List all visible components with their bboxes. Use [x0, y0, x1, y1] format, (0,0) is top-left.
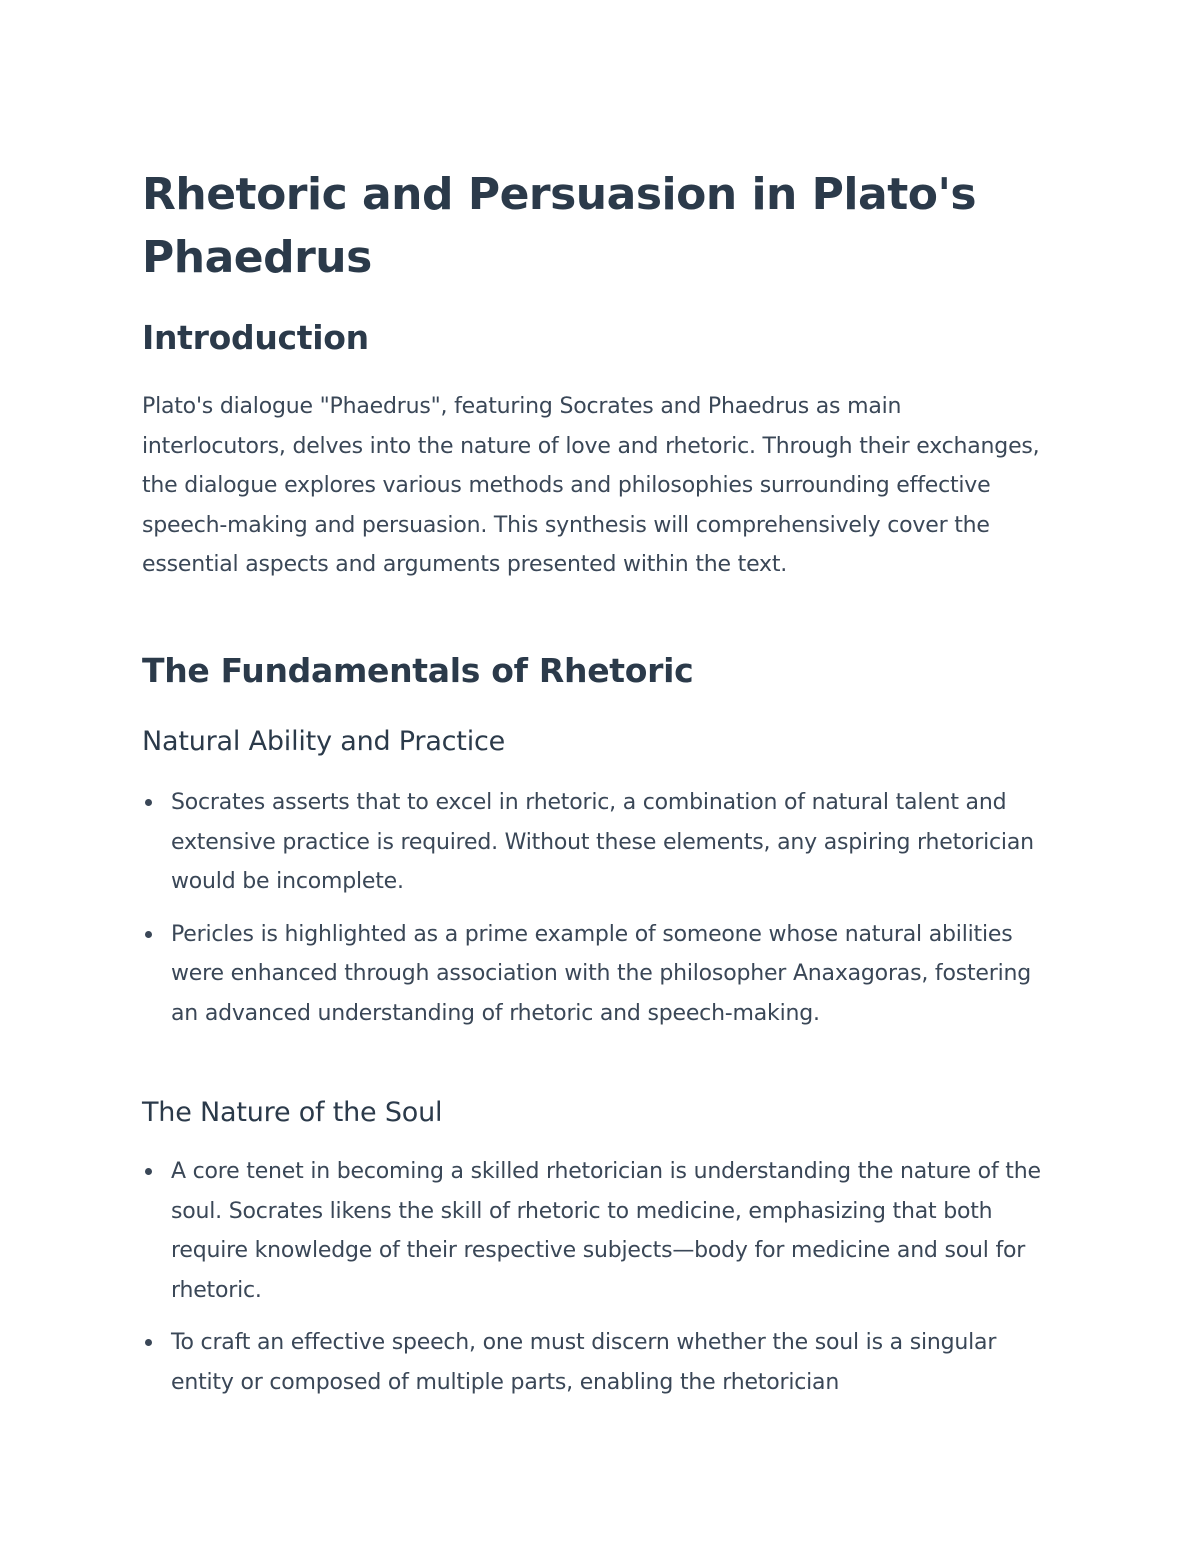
list-item-text: Pericles is highlighted as a prime example of someone whose natural abilities were enhanced through association with the philosopher Anaxagoras, fostering an advanced understanding of rhetoric and speech-making. [171, 921, 1032, 1026]
subheading-nature-of-soul: The Nature of the Soul [142, 1097, 443, 1128]
document-title: Rhetoric and Persuasion in Plato's Phaedrus [142, 169, 977, 283]
subheading-natural-ability: Natural Ability and Practice [142, 726, 506, 757]
list-item [142, 1152, 1062, 1310]
bullet-icon [145, 1168, 152, 1175]
bullet-icon [145, 1339, 152, 1346]
natural-ability-bullet-list [142, 783, 1062, 1047]
heading-fundamentals-of-rhetoric: The Fundamentals of Rhetoric [142, 651, 694, 690]
soul-bullet-list [142, 1152, 1062, 1416]
heading-introduction: Introduction [142, 318, 369, 357]
list-item [142, 915, 1062, 1034]
list-item-text: A core tenet in becoming a skilled rhetorician is understanding the nature of the soul. Socrates likens the skill of rhetoric to medicine, emphasizing that both require knowledge of their respective subjects—body for medicine and soul for rhetoric. [171, 1159, 1041, 1303]
list-item [142, 783, 1062, 902]
list-item [142, 1323, 1062, 1402]
bullet-icon [145, 799, 152, 806]
introduction-paragraph: Plato's dialogue "Phaedrus", featuring Socrates and Phaedrus as main interlocutors, delves into the nature of love and rhetoric. Through their exchanges, the dialogue explores various methods and philosophies surrounding effective speech-making and persuasion. This synthesis will comprehensively cover the essential aspects and arguments presented within the text. [142, 394, 1040, 578]
bullet-icon [145, 931, 152, 938]
list-item-text: Socrates asserts that to excel in rhetoric, a combination of natural talent and extensive practice is required. Without these elements, any aspiring rhetorician would be incomplete. [171, 790, 1034, 895]
list-item-text: To craft an effective speech, one must discern whether the soul is a singular entity or composed of multiple parts, enabling the rhetorician [171, 1330, 997, 1395]
